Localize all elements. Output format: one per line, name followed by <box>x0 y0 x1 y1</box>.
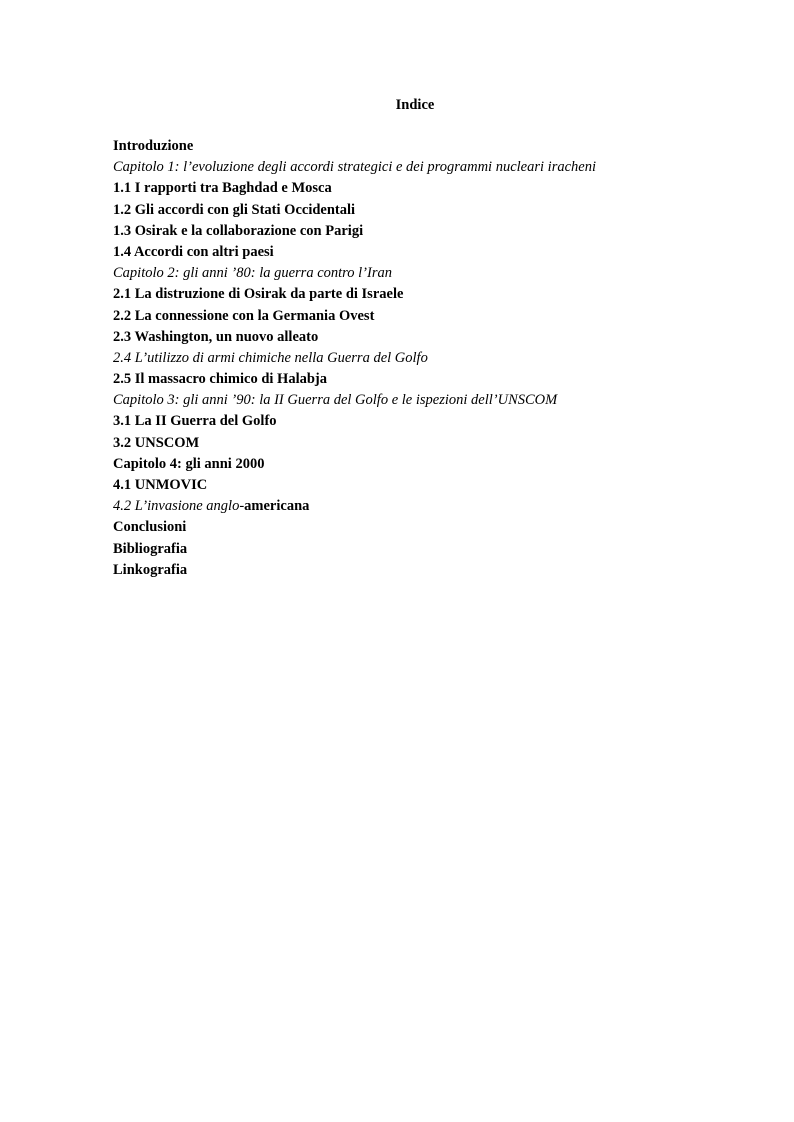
toc-entry-section-1-1: 1.1 I rapporti tra Baghdad e Mosca <box>113 180 332 197</box>
toc-entry-conclusioni: Conclusioni <box>113 519 187 536</box>
toc-entry-chapter-4: Capitolo 4: gli anni 2000 <box>113 455 265 472</box>
toc-entry-chapter-3: Capitolo 3: gli anni ’90: la II Guerra del Golfo e le ispezioni dell’UNSCOM <box>113 392 558 409</box>
toc-entry-linkografia: Linkografia <box>113 561 188 578</box>
toc-entry-section-1-4: 1.4 Accordi con altri paesi <box>113 243 274 260</box>
toc-entry-chapter-1: Capitolo 1: l’evoluzione degli accordi strategici e dei programmi nucleari iracheni <box>113 159 596 176</box>
toc-entry-section-4-2-bold: americana <box>244 498 310 515</box>
toc-entry-section-2-3: 2.3 Washington, un nuovo alleato <box>113 328 319 345</box>
toc-entry-bibliografia: Bibliografia <box>113 540 188 557</box>
toc-entry-section-2-2: 2.2 La connessione con la Germania Ovest <box>113 307 375 324</box>
toc-entry-section-4-2-italic: 4.2 L’invasione anglo- <box>113 498 245 515</box>
toc-entry-section-4-1: 4.1 UNMOVIC <box>113 477 208 493</box>
toc-entry-section-1-3: 1.3 Osirak e la collaborazione con Parigi <box>113 222 364 239</box>
toc-entry-section-2-1: 2.1 La distruzione di Osirak da parte di Israele <box>113 286 404 303</box>
toc-entry-introduzione: Introduzione <box>113 138 194 154</box>
table-of-contents <box>113 136 753 581</box>
toc-entry-section-1-2: 1.2 Gli accordi con gli Stati Occidentali <box>113 201 356 218</box>
toc-entry-section-2-4: 2.4 L’utilizzo di armi chimiche nella Guerra del Golfo <box>113 349 428 366</box>
toc-entry-section-3-2: 3.2 UNSCOM <box>113 434 200 451</box>
toc-entry-section-2-5: 2.5 Il massacro chimico di Halabja <box>113 371 328 388</box>
toc-entry-section-4-2 <box>113 496 753 517</box>
toc-entry-section-3-1: 3.1 La II Guerra del Golfo <box>113 413 277 430</box>
toc-entry-chapter-2: Capitolo 2: gli anni ’80: la guerra contro l’Iran <box>113 265 392 282</box>
page-title: Indice <box>395 97 435 113</box>
